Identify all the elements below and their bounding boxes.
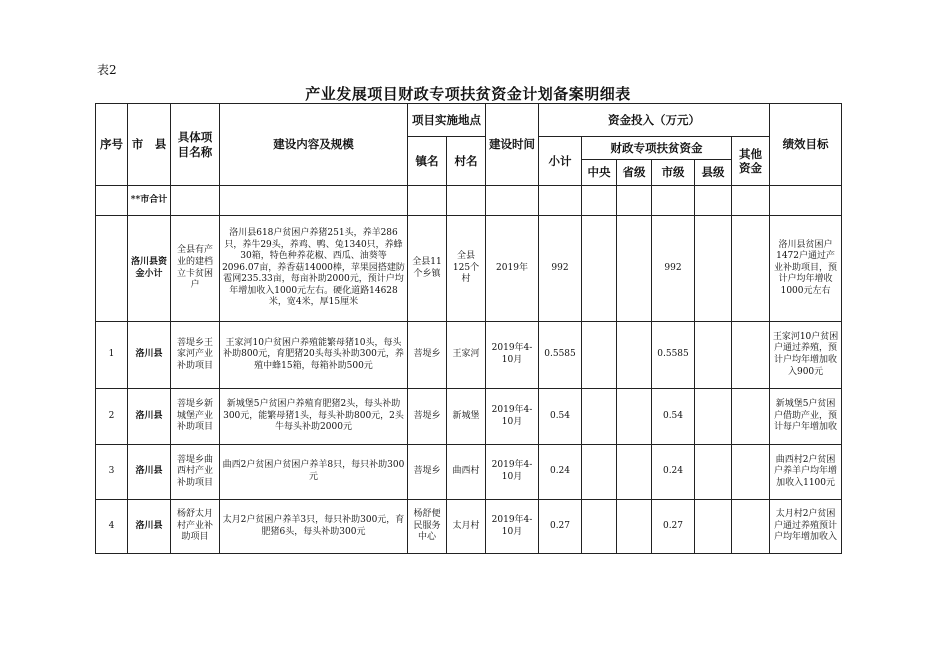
table-row	[96, 389, 842, 445]
row-central	[582, 322, 617, 389]
header-village: 村名	[447, 137, 486, 186]
table-row	[96, 500, 842, 554]
row-construction-content: 曲西2户贫困户贫困户养羊8只，每只补助300元	[220, 445, 408, 500]
row-county: 洛川县	[128, 500, 171, 554]
row-other	[732, 500, 770, 554]
subtotal-cell	[617, 186, 652, 216]
row-subtotal: 0.5585	[539, 322, 582, 389]
header-central: 中央	[582, 160, 617, 186]
header-seq: 序号	[96, 104, 128, 186]
row-village: 新城堡	[447, 389, 486, 445]
row-provincial	[617, 445, 652, 500]
subtotal-cell	[96, 186, 128, 216]
row-municipal: 992	[652, 216, 695, 322]
row-municipal: 0.24	[652, 445, 695, 500]
header-town: 镇名	[408, 137, 447, 186]
row-provincial	[617, 216, 652, 322]
row-other	[732, 389, 770, 445]
row-construction-content: 王家河10户贫困户养殖能繁母猪10头，每头补助800元，育肥猪20头每头补助300元，养殖中蜂15箱，每箱补助500元	[220, 322, 408, 389]
row-village: 全县125个村	[447, 216, 486, 322]
subtotal-label: **市合计	[128, 186, 171, 216]
row-municipal: 0.5585	[652, 322, 695, 389]
row-town: 全县11个乡镇	[408, 216, 447, 322]
row-period: 2019年4-10月	[486, 322, 539, 389]
subtotal-cell	[171, 186, 220, 216]
row-other	[732, 445, 770, 500]
row-county-level	[695, 322, 732, 389]
row-county: 洛川县资金小计	[128, 216, 171, 322]
row-seq	[96, 216, 128, 322]
row-construction-content: 洛川县618户贫困户养猪251头，养羊286只，养牛29头，养鸡、鸭、兔1340只，养蜂30箱，特色种养花椒、西瓜、油葵等2096.07亩，养香菇14000棒，苹果园搭建防雹网235.33亩，每亩补助2000元，预计户均年增加收入1000元左右。硬化道路14628米，宽4米，厚15厘米	[220, 216, 408, 322]
header-provincial: 省级	[617, 160, 652, 186]
row-period: 2019年4-10月	[486, 445, 539, 500]
header-fiscal: 财政专项扶贫资金	[582, 137, 732, 160]
row-county-level	[695, 389, 732, 445]
row-county-level	[695, 500, 732, 554]
header-subtotal: 小计	[539, 137, 582, 186]
row-seq: 2	[96, 389, 128, 445]
row-town: 杨舒便民服务中心	[408, 500, 447, 554]
row-construction-content: 新城堡5户贫困户养殖育肥猪2头，每头补助300元，能繁母猪1头，每头补助800元，2头牛每头补助2000元	[220, 389, 408, 445]
table-row	[96, 445, 842, 500]
row-other	[732, 216, 770, 322]
row-county: 洛川县	[128, 322, 171, 389]
row-goal: 曲西村2户贫困户养羊户均年增加收入1100元	[770, 445, 842, 500]
subtotal-cell	[408, 186, 447, 216]
subtotal-cell	[582, 186, 617, 216]
header-project-name: 具体项目名称	[171, 104, 220, 186]
subtotal-cell	[539, 186, 582, 216]
table-label: 表2	[97, 63, 117, 77]
row-goal: 王家河10户贫困户通过养殖，预计户均年增加收入900元	[770, 322, 842, 389]
row-municipal: 0.27	[652, 500, 695, 554]
subtotal-cell	[220, 186, 408, 216]
row-seq: 1	[96, 322, 128, 389]
row-village: 太月村	[447, 500, 486, 554]
row-village: 王家河	[447, 322, 486, 389]
row-seq: 3	[96, 445, 128, 500]
row-project-name: 全县有产业的建档立卡贫困户	[171, 216, 220, 322]
subtotal-cell	[486, 186, 539, 216]
header-county-level: 县级	[695, 160, 732, 186]
subtotal-cell	[770, 186, 842, 216]
header-municipal: 市级	[652, 160, 695, 186]
subtotal-cell	[695, 186, 732, 216]
header-other: 其他资金	[732, 137, 770, 186]
row-project-name: 菩堤乡新城堡产业补助项目	[171, 389, 220, 445]
row-county: 洛川县	[128, 389, 171, 445]
row-construction-content: 太月2户贫困户养羊3只，每只补助300元，育肥猪6头，每头补助300元	[220, 500, 408, 554]
row-project-name: 杨舒太月村产业补助项目	[171, 500, 220, 554]
document-title: 产业发展项目财政专项扶贫资金计划备案明细表	[305, 85, 631, 103]
header-funding: 资金投入（万元）	[539, 104, 770, 137]
row-period: 2019年4-10月	[486, 500, 539, 554]
row-other	[732, 322, 770, 389]
row-goal: 太月村2户贫困户通过养殖预计户均年增加收入	[770, 500, 842, 554]
row-county-level	[695, 216, 732, 322]
row-provincial	[617, 500, 652, 554]
subtotal-cell	[447, 186, 486, 216]
budget-table	[95, 103, 842, 554]
row-period: 2019年4-10月	[486, 389, 539, 445]
row-subtotal: 0.27	[539, 500, 582, 554]
row-subtotal: 0.24	[539, 445, 582, 500]
row-village: 曲西村	[447, 445, 486, 500]
table-row	[96, 216, 842, 322]
row-provincial	[617, 322, 652, 389]
row-county: 洛川县	[128, 445, 171, 500]
row-central	[582, 500, 617, 554]
table-row	[96, 322, 842, 389]
row-subtotal: 0.54	[539, 389, 582, 445]
row-goal: 洛川县贫困户1472户通过产业补助项目，预计户均年增收1000元左右	[770, 216, 842, 322]
header-row-1	[96, 104, 842, 137]
header-goal: 绩效目标	[770, 104, 842, 186]
row-provincial	[617, 389, 652, 445]
row-period: 2019年	[486, 216, 539, 322]
row-town: 菩堤乡	[408, 445, 447, 500]
header-city-county: 市 县	[128, 104, 171, 186]
header-period: 建设时间	[486, 104, 539, 186]
header-location: 项目实施地点	[408, 104, 486, 137]
row-county-level	[695, 445, 732, 500]
header-construction: 建设内容及规模	[220, 104, 408, 186]
row-central	[582, 389, 617, 445]
row-seq: 4	[96, 500, 128, 554]
row-subtotal: 992	[539, 216, 582, 322]
row-town: 菩堤乡	[408, 322, 447, 389]
row-project-name: 菩堤乡王家河产业补助项目	[171, 322, 220, 389]
row-goal: 新城堡5户贫困户借助产业，预计每户年增加收	[770, 389, 842, 445]
row-town: 菩堤乡	[408, 389, 447, 445]
row-central	[582, 445, 617, 500]
subtotal-cell	[732, 186, 770, 216]
row-project-name: 菩堤乡曲西村产业补助项目	[171, 445, 220, 500]
subtotal-row	[96, 186, 842, 216]
subtotal-cell	[652, 186, 695, 216]
row-municipal: 0.54	[652, 389, 695, 445]
row-central	[582, 216, 617, 322]
